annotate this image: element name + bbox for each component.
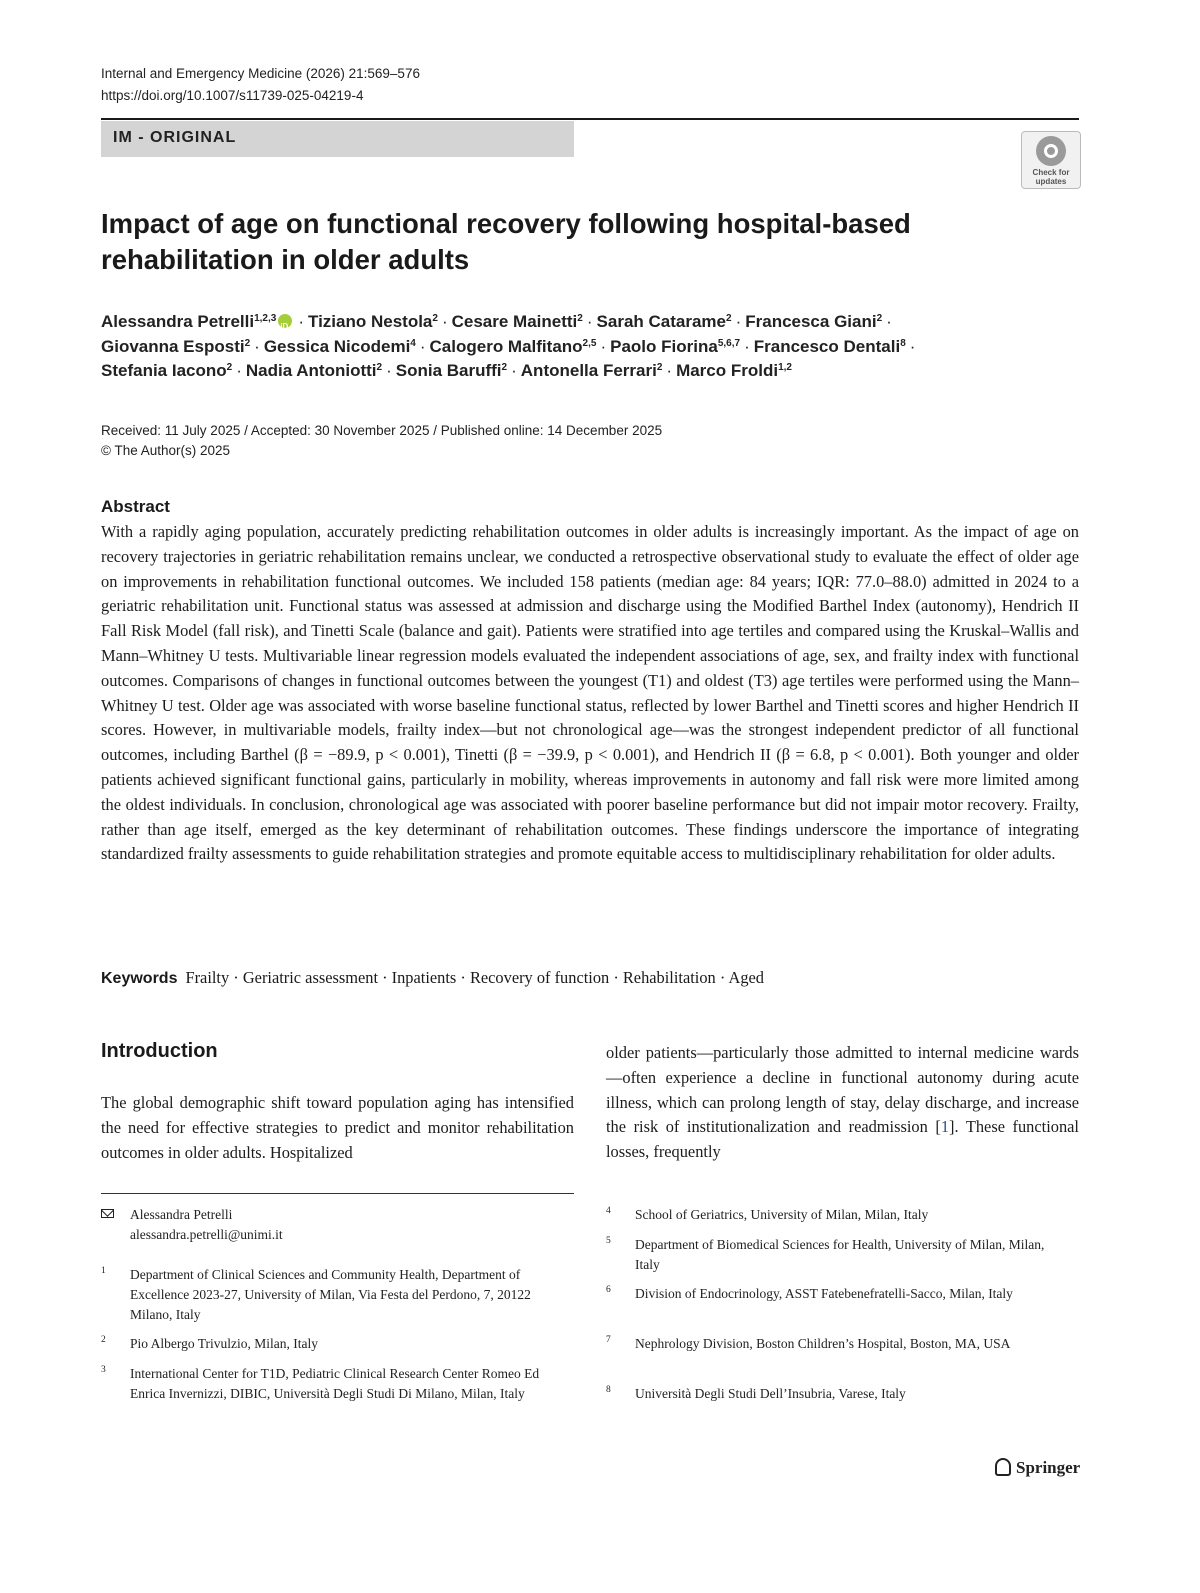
badge-line1: Check for [1032, 168, 1070, 177]
citation-link[interactable]: 1 [940, 1117, 950, 1137]
affiliation-text: Department of Biomedical Sciences for Health, University of Milan, Milan, Italy [635, 1237, 1045, 1272]
affiliation-number: 8 [606, 1385, 611, 1395]
affiliation-text: Nephrology Division, Boston Children’s Hospital, Boston, MA, USA [635, 1336, 1011, 1351]
affiliation [606, 1284, 1046, 1304]
keywords-values: Frailty · Geriatric assessment · Inpatients · Recovery of function · Rehabilitation · Aged [185, 968, 764, 987]
affiliation-number: 1 [101, 1266, 106, 1276]
affiliation-number: 6 [606, 1285, 611, 1295]
affiliation-text: Department of Clinical Sciences and Community Health, Department of Excellence 2023-27, University of Milan, Via Festa del Perdono, 7, 20122 Milano, Italy [130, 1267, 531, 1322]
author-affil: 2 [226, 362, 233, 373]
affiliation [101, 1364, 551, 1404]
intro-right-column [606, 1041, 1079, 1165]
check-updates-icon [1036, 136, 1066, 166]
author-name[interactable]: Paolo Fiorina [610, 336, 718, 356]
author-affil: 5,6,7 [717, 337, 741, 349]
affiliation-number: 2 [101, 1335, 106, 1345]
author-name[interactable]: Francesco Dentali [753, 336, 901, 356]
author-line-3: Stefania Iacono$^2$ · Nadia Antoniotti$^2$ · Sonia Baruffi$^2$ · Antonella Ferrari$^2$ · Marco Froldi$^{1,2}$ [101, 361, 792, 380]
author-affil: 2 [876, 313, 883, 324]
orcid-icon[interactable] [278, 314, 292, 328]
author-affil: 2 [244, 337, 251, 349]
author-affil: 2 [432, 313, 438, 324]
author-name[interactable]: Stefania Iacono [101, 361, 227, 380]
author-affil: 2 [656, 362, 663, 373]
article-category: IM - ORIGINAL [113, 129, 237, 146]
author-name[interactable]: Giovanna Esposti [101, 336, 245, 356]
correspondence [101, 1205, 574, 1245]
author-name[interactable]: Antonella Ferrari [520, 361, 657, 380]
abstract-heading: Abstract [101, 497, 170, 516]
author-affil: 2 [501, 362, 508, 373]
author-name[interactable]: Nadia Antoniotti [245, 361, 377, 380]
intro-right-text-b: ]. These functional losses, frequently [606, 1117, 1079, 1162]
author-line-2: Giovanna Esposti$^2$ · Gessica Nicodemi$^4$ · Calogero Malfitano$^{2,5}$ · Paolo Fiorina$^{5,6,7}$ · Francesco Dentali$^8$ · [101, 336, 916, 356]
keywords [101, 967, 764, 990]
author-name[interactable]: Gessica Nicodemi [263, 336, 411, 356]
header-rule [101, 118, 1079, 120]
check-for-updates-badge[interactable] [1021, 131, 1081, 189]
author-affil: 2,5 [582, 337, 597, 349]
affiliation-number: 4 [606, 1206, 611, 1216]
affiliation [606, 1384, 1046, 1404]
affiliation-number: 7 [606, 1335, 611, 1345]
footnote-rule [101, 1193, 574, 1194]
author-affil: 4 [410, 337, 416, 349]
affiliation [606, 1205, 1046, 1225]
affiliation-text: Division of Endocrinology, ASST Fatebenefratelli-Sacco, Milan, Italy [635, 1286, 1013, 1301]
affiliation [101, 1334, 546, 1354]
abstract-text: With a rapidly aging population, accurately predicting rehabilitation outcomes in older adults is increasingly important. As the impact of age on recovery trajectories in geriatric rehabilitation remains unclear, we conducted a retrospective observational study to evaluate the effect of older age on improvements in rehabilitation functional outcomes. We included 158 patients (median age: 84 years; IQR: 77.0–88.0) admitted in 2024 to a geriatric rehabilitation unit. Functional status was assessed at admission and discharge using the Modified Barthel Index (autonomy), Hendrich II Fall Risk Model (fall risk), and Tinetti Scale (balance and gait). Patients were stratified into age tertiles and compared using the Kruskal–Wallis and Mann–Whitney U tests. Multivariable linear regression models evaluated the independent associations of age, sex, and frailty index with functional outcomes. Comparisons of changes in functional outcomes between the youngest (T1) and oldest (T3) age tertiles were performed using the Mann–Whitney U test. Older age was associated with worse baseline functional status, reflected by lower Barthel and Tinetti scores and higher Hendrich II scores. However, in multivariable models, frailty index—but not chronological age—was the strongest independent predictor of all functional outcomes, including Barthel (β = −89.9, p < 0.001), Tinetti (β = −39.9, p < 0.001), and Hendrich II (β = 6.8, p < 0.001). Both younger and older patients achieved significant functional gains, particularly in mobility, whereas improvements in autonomy and fall risk were more limited among the oldest individuals. In conclusion, chronological age was associated with poorer baseline performance but did not impair motor recovery. Frailty, rather than age itself, emerged as the key determinant of rehabilitation outcomes. These findings underscore the importance of integrating standardized frailty assessments to guide rehabilitation strategies and promote equitable access to multidisciplinary rehabilitation for older adults. [101, 522, 1079, 864]
journal-citation: Internal and Emergency Medicine (2026) 21:569–576 [101, 66, 420, 81]
author-name[interactable]: Tiziano Nestola [308, 312, 433, 331]
author-affil: 2 [577, 313, 583, 324]
title-line-1: Impact of age on functional recovery following hospital-based [101, 208, 911, 239]
article-title [101, 206, 981, 278]
affiliation-text: School of Geriatrics, University of Milan, Milan, Italy [635, 1207, 929, 1222]
author-affil: 2 [726, 313, 732, 324]
mail-icon [101, 1209, 114, 1218]
publication-dates [101, 421, 662, 461]
affiliation-number: 3 [101, 1365, 106, 1375]
author-name[interactable]: Cesare Mainetti [451, 312, 578, 331]
dates-line: Received: 11 July 2025 / Accepted: 30 November 2025 / Published online: 14 December 2025 [101, 423, 663, 438]
affiliation-text: International Center for T1D, Pediatric Clinical Research Center Romeo Ed Enrica Invernizzi, DIBIC, Università Degli Studi Di Milano, Milan, Italy [130, 1366, 540, 1401]
copyright-line: © The Author(s) 2025 [101, 443, 231, 458]
author-name[interactable]: Sarah Catarame [596, 312, 726, 331]
author-name[interactable]: Francesca Giani [745, 312, 877, 331]
affiliation [606, 1235, 1046, 1275]
author-name[interactable]: Sonia Baruffi [395, 361, 502, 380]
affiliation-number: 5 [606, 1236, 611, 1246]
author-name[interactable]: Marco Froldi [676, 361, 779, 380]
springer-logo [995, 1458, 1080, 1478]
publisher-name: Springer [1016, 1458, 1081, 1477]
author-affil: 8 [900, 337, 906, 349]
intro-right-text-a: older patients—particularly those admitted to internal medicine wards—often experience a decline in functional autonomy during acute illness, which can prolong length of stay, delay discharge, and increase the risk of institutionalization and readmission [ [606, 1043, 1079, 1137]
author-name[interactable]: Calogero Malfitano [429, 336, 583, 356]
author-line-1: Alessandra Petrelli$^{1,2,3}$iD · Tiziano Nestola$^2$ · Cesare Mainetti$^2$ · Sarah Catarame$^2$ · Francesca Giani$^2$ · [101, 310, 1001, 335]
author-affil: 2 [376, 362, 383, 373]
author-affil: 1,2,3 [254, 313, 277, 324]
doi-link[interactable]: https://doi.org/10.1007/s11739-025-04219-4 [101, 88, 364, 103]
correspondence-email[interactable]: alessandra.petrelli@unimi.it [130, 1227, 283, 1242]
intro-left-column: The global demographic shift toward population aging has intensified the need for effective strategies to predict and monitor rehabilitation outcomes in older adults. Hospitalized [101, 1093, 574, 1162]
springer-horse-icon [995, 1458, 1011, 1476]
author-list [101, 310, 1001, 384]
affiliation-text: Università Degli Studi Dell’Insubria, Varese, Italy [635, 1386, 906, 1401]
title-line-2: rehabilitation in older adults [101, 244, 470, 275]
badge-line2: updates [1035, 177, 1067, 186]
affiliation-text: Pio Albergo Trivulzio, Milan, Italy [130, 1336, 319, 1351]
introduction-heading: Introduction [101, 1040, 218, 1062]
affiliation [606, 1334, 1046, 1354]
correspondence-name: Alessandra Petrelli [130, 1207, 233, 1222]
author-name[interactable]: Alessandra Petrelli [101, 312, 255, 331]
affiliation [101, 1265, 546, 1325]
author-affil: 1,2 [778, 362, 792, 373]
keywords-label: Keywords [101, 970, 178, 987]
